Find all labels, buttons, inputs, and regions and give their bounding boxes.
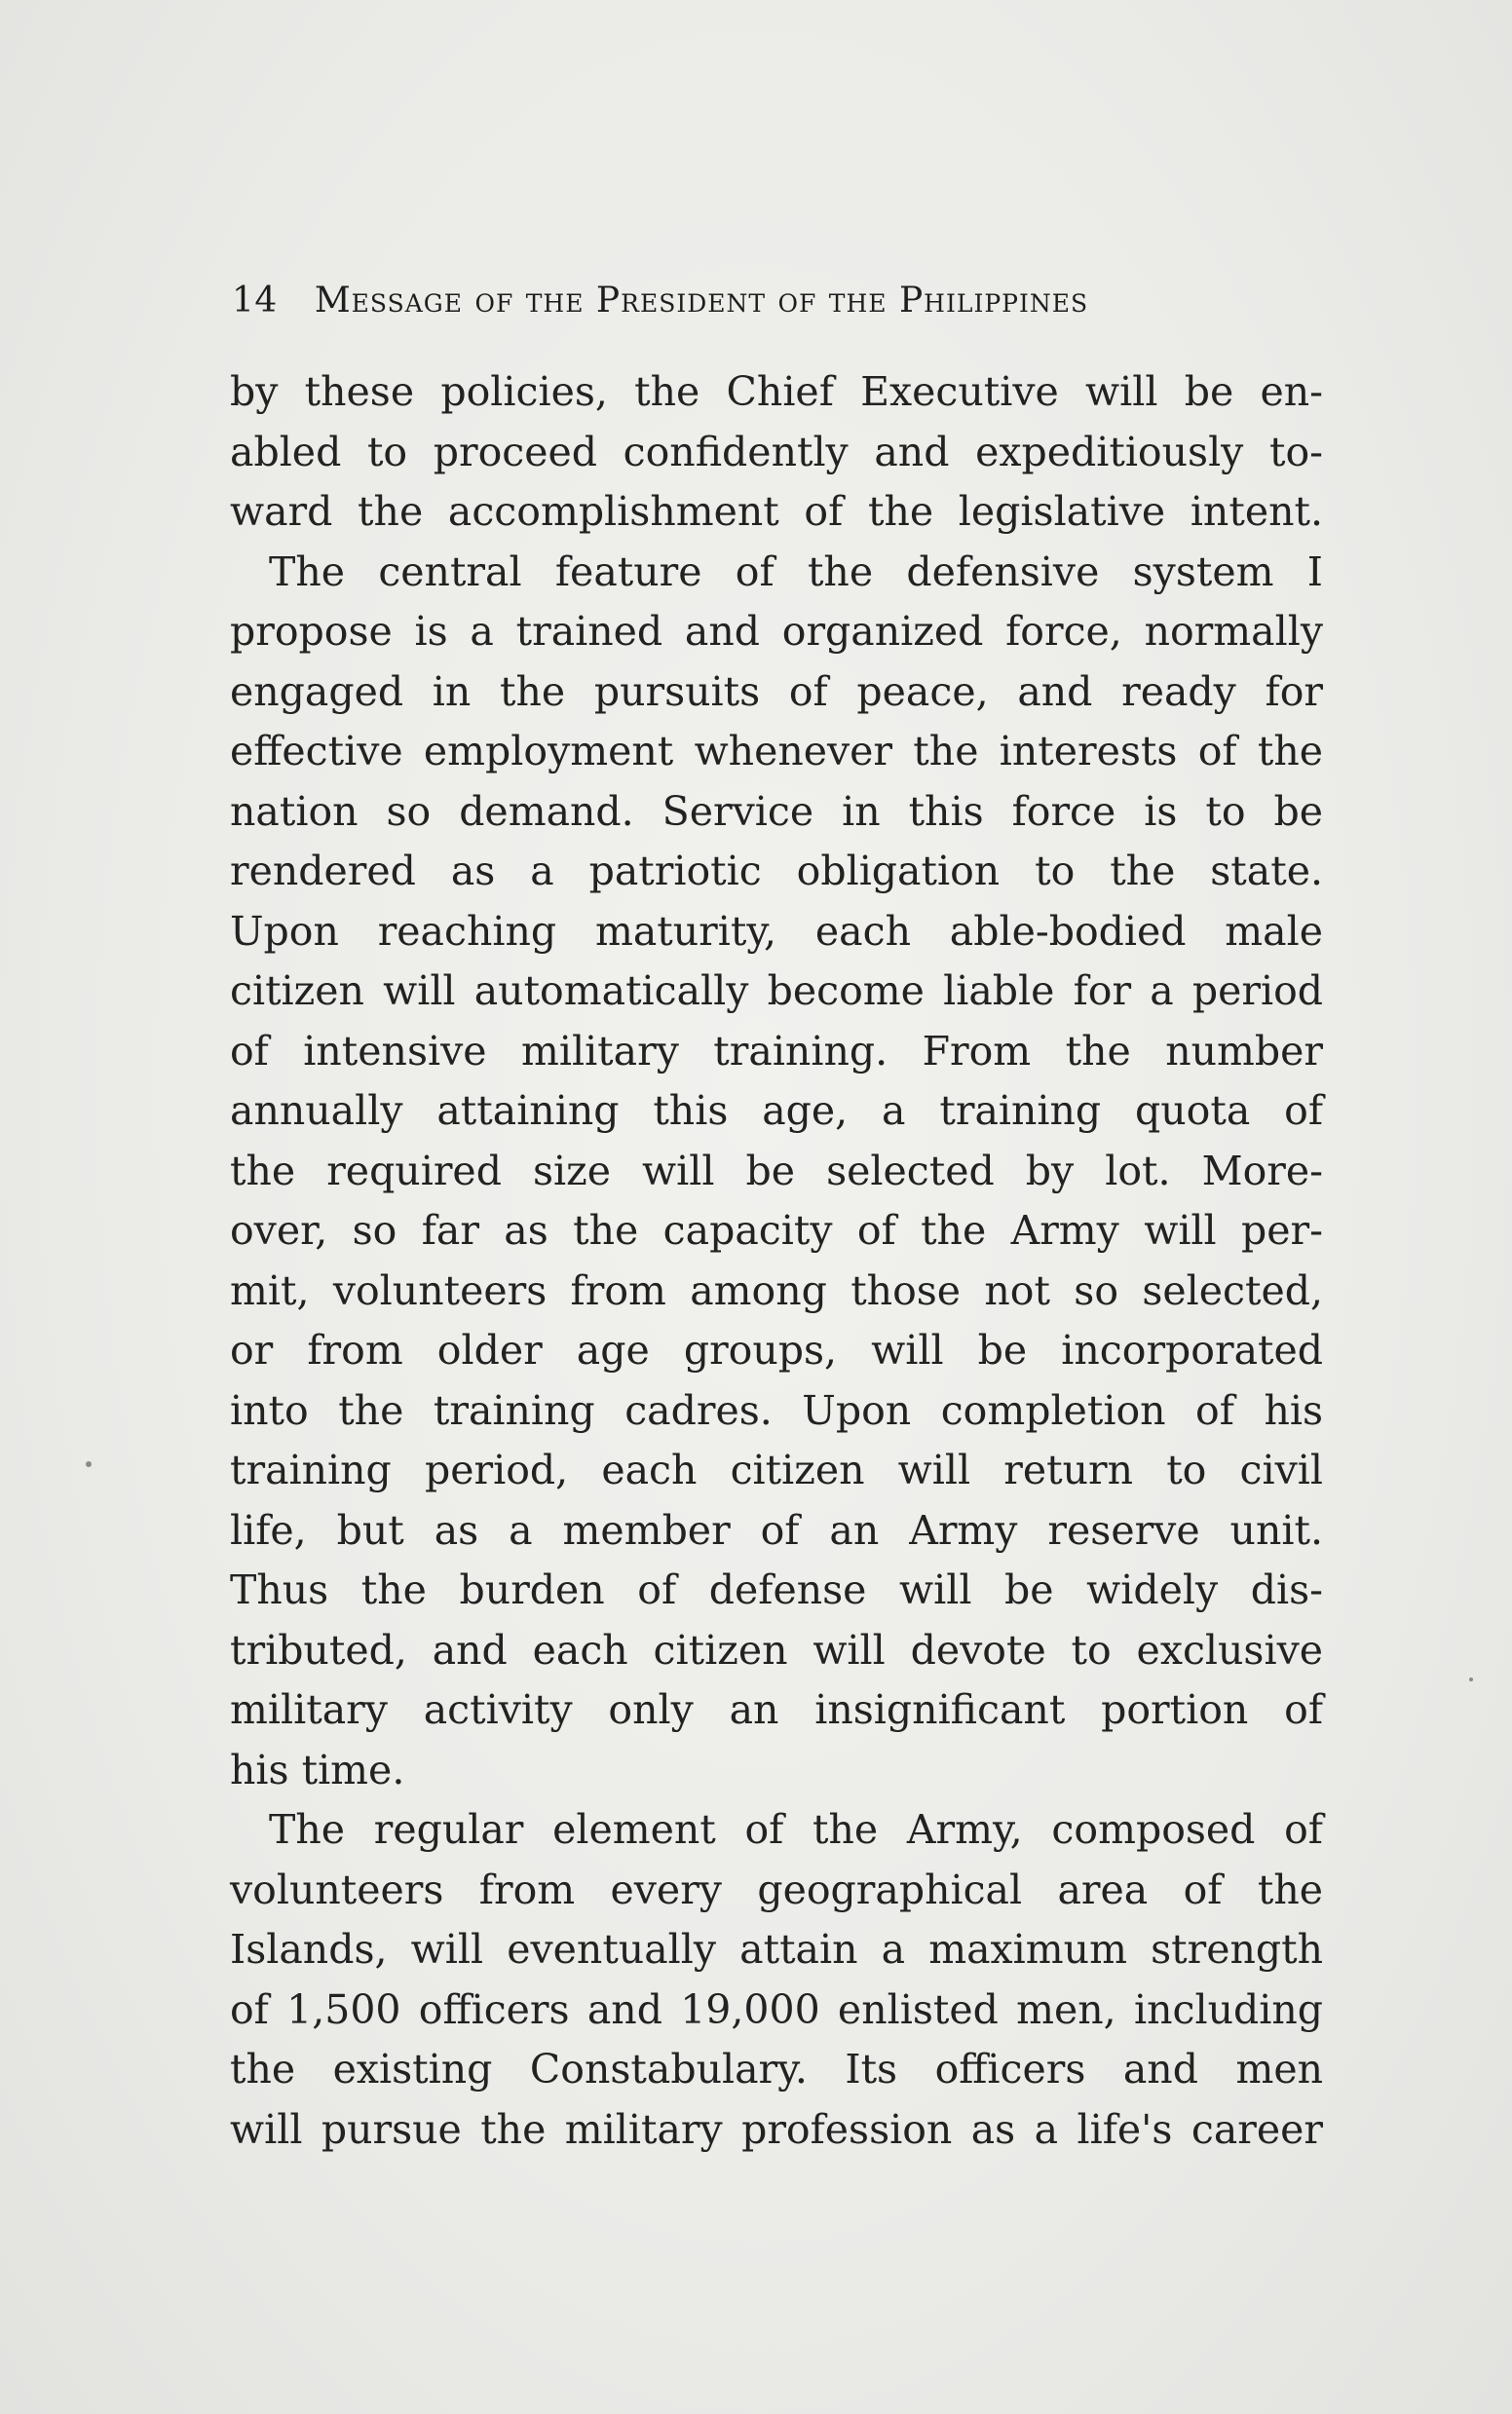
text-line: Upon reaching maturity, each able-bodied male [230,907,1323,955]
running-head-title: Message of the President of the Philippines [314,281,1089,321]
text-line: ward the accomplishment of the legislative intent. [230,488,1323,535]
paragraph-2 [230,543,1323,1801]
text-line: of intensive military training. From the number [230,1027,1323,1075]
page-number: 14 [232,281,278,321]
text-line: into the training cadres. Upon completion of his [230,1386,1323,1434]
text-line: life, but as a member of an Army reserve unit. [230,1506,1323,1554]
text-line: effective employment whenever the interests of the [230,728,1323,774]
text-line: Thus the burden of defense will be widely dis- [230,1566,1323,1613]
paragraph-1 [230,362,1323,543]
text-line: citizen will automatically become liable for a period [230,967,1323,1014]
text-line: The central feature of the defensive system I [269,547,1323,595]
text-line: rendered as a patriotic obligation to the state. [230,848,1323,894]
text-line: engaged in the pursuits of peace, and ready for [230,667,1323,715]
text-line: nation so demand. Service in this force is to be [230,787,1323,835]
paper-speck [86,1461,92,1467]
body-text [230,362,1323,2160]
text-line: abled to proceed confidently and expeditiously to- [230,428,1323,475]
text-line: will pursue the military profession as a life's career [230,2105,1323,2153]
paragraph-3 [230,1800,1323,2160]
text-line: military activity only an insignificant portion of [230,1686,1323,1733]
text-line: or from older age groups, will be incorporated [230,1327,1323,1374]
running-head [232,281,1323,321]
text-line: annually attaining this age, a training quota of [230,1087,1323,1134]
text-line: the existing Constabulary. Its officers and men [230,2046,1323,2093]
text-line: mit, volunteers from among those not so selected, [230,1266,1323,1314]
text-line: of 1,500 officers and 19,000 enlisted men, including [230,1985,1323,2033]
text-line: volunteers from every geographical area of the [230,1866,1323,1913]
text-line: his time. [230,1746,405,1793]
text-line: tributed, and each citizen will devote to exclusive [230,1626,1323,1674]
text-line: training period, each citizen will return to civil [230,1447,1323,1493]
paper-speck [1469,1678,1473,1681]
text-line: propose is a trained and organized force, normally [230,608,1323,655]
text-line: the required size will be selected by lot. More- [230,1147,1323,1194]
text-line: by these policies, the Chief Executive will be en- [230,368,1323,415]
text-line: The regular element of the Army, composed of [269,1806,1323,1853]
text-line: Islands, will eventually attain a maximum strength [230,1926,1323,1973]
text-line: over, so far as the capacity of the Army will per- [230,1207,1323,1254]
